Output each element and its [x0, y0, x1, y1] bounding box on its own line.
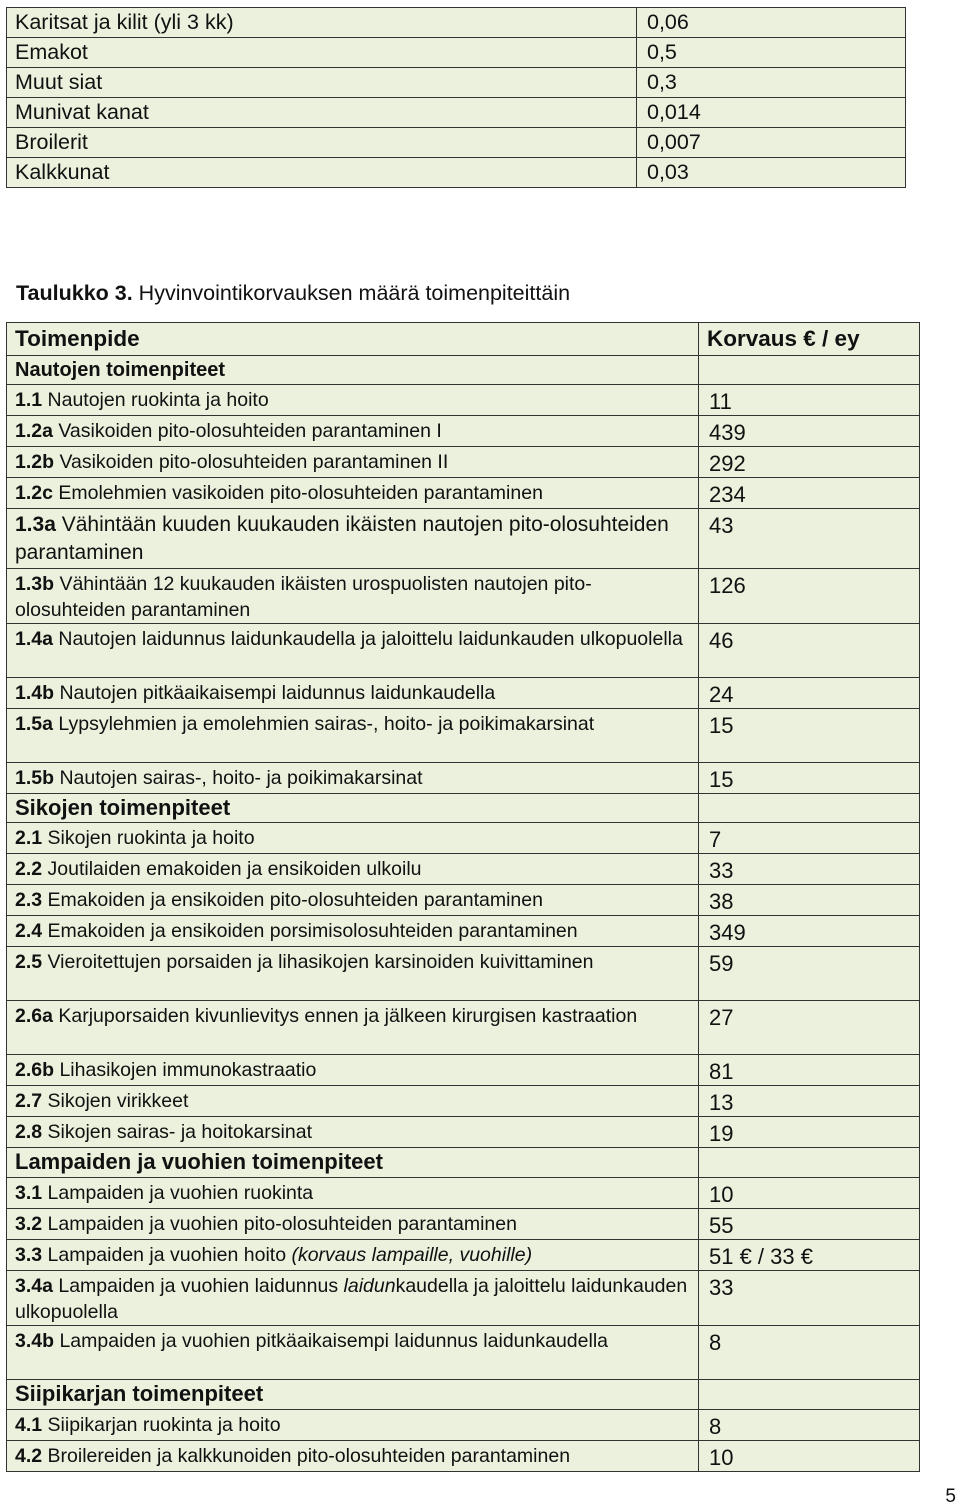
table-row [7, 416, 920, 447]
table-row [7, 854, 920, 885]
table-row [7, 1001, 920, 1055]
section-row [7, 1148, 920, 1178]
table-row [7, 916, 920, 947]
row-label: Muut siat [7, 68, 637, 98]
section-row [7, 1380, 920, 1410]
row-value: 234 [699, 478, 920, 509]
section-title: Lampaiden ja vuohien toimenpiteet [7, 1148, 699, 1178]
row-measure: 2.4 Emakoiden ja ensikoiden porsimisolosuhteiden parantaminen [7, 916, 699, 947]
row-value: 8 [699, 1410, 920, 1441]
row-measure: 3.2 Lampaiden ja vuohien pito-olosuhteiden parantaminen [7, 1209, 699, 1240]
section-title: Nautojen toimenpiteet [7, 356, 699, 385]
table-row [7, 885, 920, 916]
row-measure: 2.2 Joutilaiden emakoiden ja ensikoiden ulkoilu [7, 854, 699, 885]
row-measure: 1.1 Nautojen ruokinta ja hoito [7, 385, 699, 416]
row-measure: 1.5a Lypsylehmien ja emolehmien sairas-, hoito- ja poikimakarsinat [7, 709, 699, 763]
row-measure: 3.4b Lampaiden ja vuohien pitkäaikaisempi laidunnus laidunkaudella [7, 1326, 699, 1380]
row-label: Emakot [7, 38, 637, 68]
table-row [7, 1055, 920, 1086]
row-value: 0,3 [637, 68, 906, 98]
row-measure: 3.3 Lampaiden ja vuohien hoito (korvaus lampaille, vuohille) [7, 1240, 699, 1271]
table-row [7, 385, 920, 416]
coefficient-table [6, 7, 906, 188]
row-value: 349 [699, 916, 920, 947]
row-label: Kalkkunat [7, 158, 637, 188]
row-measure: 2.6b Lihasikojen immunokastraatio [7, 1055, 699, 1086]
row-value: 24 [699, 678, 920, 709]
table-row [7, 478, 920, 509]
row-value: 292 [699, 447, 920, 478]
row-value: 8 [699, 1326, 920, 1380]
row-value: 59 [699, 947, 920, 1001]
row-measure: 2.6a Karjuporsaiden kivunlievitys ennen ja jälkeen kirurgisen kastraation [7, 1001, 699, 1055]
row-value: 46 [699, 624, 920, 678]
row-measure: 4.2 Broilereiden ja kalkkunoiden pito-olosuhteiden parantaminen [7, 1441, 699, 1472]
table-row [7, 509, 920, 569]
row-value: 15 [699, 709, 920, 763]
row-value: 126 [699, 569, 920, 624]
row-measure: 1.4a Nautojen laidunnus laidunkaudella ja jaloittelu laidunkauden ulkopuolella [7, 624, 699, 678]
row-value: 33 [699, 854, 920, 885]
row-measure: 2.8 Sikojen sairas- ja hoitokarsinat [7, 1117, 699, 1148]
row-value: 13 [699, 1086, 920, 1117]
compensation-table [6, 322, 920, 1472]
row-label: Broilerit [7, 128, 637, 158]
table-row [7, 68, 906, 98]
table-row [7, 823, 920, 854]
row-measure: 1.2b Vasikoiden pito-olosuhteiden parantaminen II [7, 447, 699, 478]
table-row [7, 38, 906, 68]
row-value: 27 [699, 1001, 920, 1055]
table-row [7, 158, 906, 188]
section-row [7, 794, 920, 823]
row-value: 38 [699, 885, 920, 916]
row-value: 55 [699, 1209, 920, 1240]
row-value: 43 [699, 509, 920, 569]
row-measure: 1.3a Vähintään kuuden kuukauden ikäisten nautojen pito-olosuhteiden parantaminen [7, 509, 699, 569]
table-row [7, 1209, 920, 1240]
caption-label: Taulukko 3. [16, 281, 133, 305]
table-row [7, 1086, 920, 1117]
table-row [7, 947, 920, 1001]
row-measure: 1.2a Vasikoiden pito-olosuhteiden parantaminen I [7, 416, 699, 447]
column-header-measure: Toimenpide [7, 323, 699, 356]
row-value: 10 [699, 1441, 920, 1472]
section-title: Siipikarjan toimenpiteet [7, 1380, 699, 1410]
row-value: 0,03 [637, 158, 906, 188]
row-value: 51 € / 33 € [699, 1240, 920, 1271]
row-value: 15 [699, 763, 920, 794]
table-header-row [7, 323, 920, 356]
column-header-compensation: Korvaus € / ey [699, 323, 920, 356]
table-row [7, 624, 920, 678]
table-row [7, 1326, 920, 1380]
row-value: 19 [699, 1117, 920, 1148]
row-measure: 1.3b Vähintään 12 kuukauden ikäisten urospuolisten nautojen pito-olosuhteiden parantaminen [7, 569, 699, 624]
table-row [7, 1117, 920, 1148]
table-row [7, 569, 920, 624]
table-row [7, 678, 920, 709]
table-row [7, 8, 906, 38]
row-measure: 2.1 Sikojen ruokinta ja hoito [7, 823, 699, 854]
row-value: 10 [699, 1178, 920, 1209]
table-row [7, 1240, 920, 1271]
row-value: 81 [699, 1055, 920, 1086]
section-row [7, 356, 920, 385]
row-measure: 1.4b Nautojen pitkäaikaisempi laidunnus laidunkaudella [7, 678, 699, 709]
row-measure: 3.1 Lampaiden ja vuohien ruokinta [7, 1178, 699, 1209]
page-number: 5 [945, 1486, 956, 1507]
row-value: 0,5 [637, 38, 906, 68]
table-row [7, 128, 906, 158]
row-measure: 2.7 Sikojen virikkeet [7, 1086, 699, 1117]
table-row [7, 447, 920, 478]
row-measure: 3.4a Lampaiden ja vuohien laidunnus laidunkaudella ja jaloittelu laidunkauden ulkopuolella [7, 1271, 699, 1326]
table-row [7, 1178, 920, 1209]
row-value: 439 [699, 416, 920, 447]
row-value: 7 [699, 823, 920, 854]
caption-text: Hyvinvointikorvauksen määrä toimenpiteittäin [132, 281, 571, 305]
row-measure: 1.5b Nautojen sairas-, hoito- ja poikimakarsinat [7, 763, 699, 794]
row-value: 0,014 [637, 98, 906, 128]
row-measure: 2.3 Emakoiden ja ensikoiden pito-olosuhteiden parantaminen [7, 885, 699, 916]
row-measure: 1.2c Emolehmien vasikoiden pito-olosuhteiden parantaminen [7, 478, 699, 509]
table-row [7, 1271, 920, 1326]
table-row [7, 98, 906, 128]
section-title: Sikojen toimenpiteet [7, 794, 699, 823]
table-row [7, 763, 920, 794]
table-caption [16, 281, 570, 306]
row-value: 33 [699, 1271, 920, 1326]
row-measure: 2.5 Vieroitettujen porsaiden ja lihasikojen karsinoiden kuivittaminen [7, 947, 699, 1001]
row-value: 11 [699, 385, 920, 416]
table-row [7, 1441, 920, 1472]
table-row [7, 709, 920, 763]
row-label: Karitsat ja kilit (yli 3 kk) [7, 8, 637, 38]
table-row [7, 1410, 920, 1441]
row-label: Munivat kanat [7, 98, 637, 128]
row-value: 0,007 [637, 128, 906, 158]
row-measure: 4.1 Siipikarjan ruokinta ja hoito [7, 1410, 699, 1441]
row-value: 0,06 [637, 8, 906, 38]
